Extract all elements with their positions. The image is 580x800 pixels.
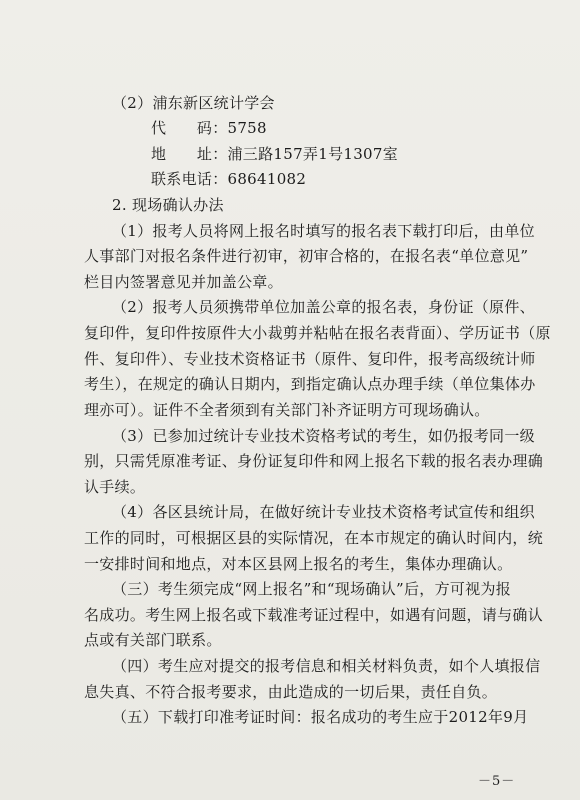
text-line: 人事部门对报名条件进行初审，初审合格的，在报名表“单位意见”: [84, 247, 529, 265]
text-line: 工作的同时，可根据区县的实际情况，在本市规定的确认时间内，统: [84, 529, 544, 547]
text-line: 别，只需凭原准考证、身份证复印件和网上报名下载的报名表办理确: [84, 452, 544, 470]
text-line: 一安排时间和地点，对本区县网上报名的考生，集体办理确认。: [84, 555, 513, 573]
text-line: 联系电话：68641082: [151, 170, 307, 188]
text-line: （2）报考人员须携带单位加盖公章的报名表，身份证（原件、: [112, 298, 535, 316]
text-line: 认手续。: [84, 478, 146, 496]
text-line: 理亦可）。证件不全者须到有关部门补齐证明方可现场确认。: [84, 401, 490, 419]
text-line: （1）报考人员将网上报名时填写的报名表下载打印后，由单位: [112, 222, 535, 240]
text-line: 考生），在规定的确认日期内，到指定确认点办理手续（单位集体办: [84, 375, 536, 393]
text-line: 息失真、不符合报考要求，由此造成的一切后果，责任自负。: [84, 683, 498, 701]
text-line: （五）下载打印准考证时间：报名成功的考生应于2012年9月: [112, 708, 529, 726]
text-line: 名成功。考生网上报名或下载准考证过程中，如遇有问题，请与确认: [84, 606, 544, 624]
text-line: 件、复印件）、专业技术资格证书（原件、复印件，报考高级统计师: [84, 350, 536, 368]
text-line: （3）已参加过统计专业技术资格考试的考生，如仍报考同一级: [112, 427, 535, 445]
text-line: 点或有关部门联系。: [84, 631, 222, 649]
text-line: （4）各区县统计局，在做好统计专业技术资格考试宣传和组织: [112, 503, 535, 521]
text-line: 复印件，复印件按原件大小裁剪并粘帖在报名表背面）、学历证书（原: [84, 324, 551, 342]
text-line: （2）浦东新区统计学会: [112, 94, 275, 112]
text-line: 代 码：5758: [151, 119, 267, 137]
text-line: （三）考生须完成“网上报名”和“现场确认”后，方可视为报: [112, 580, 512, 598]
section-heading: 2. 现场确认办法: [112, 196, 224, 214]
text-line: 栏目内签署意见并加盖公章。: [84, 273, 283, 291]
text-line: 地 址：浦三路157弄1号1307室: [151, 145, 399, 163]
page-number: －5－: [478, 774, 516, 789]
text-line: （四）考生应对提交的报考信息和相关材料负责，如个人填报信: [112, 657, 541, 675]
